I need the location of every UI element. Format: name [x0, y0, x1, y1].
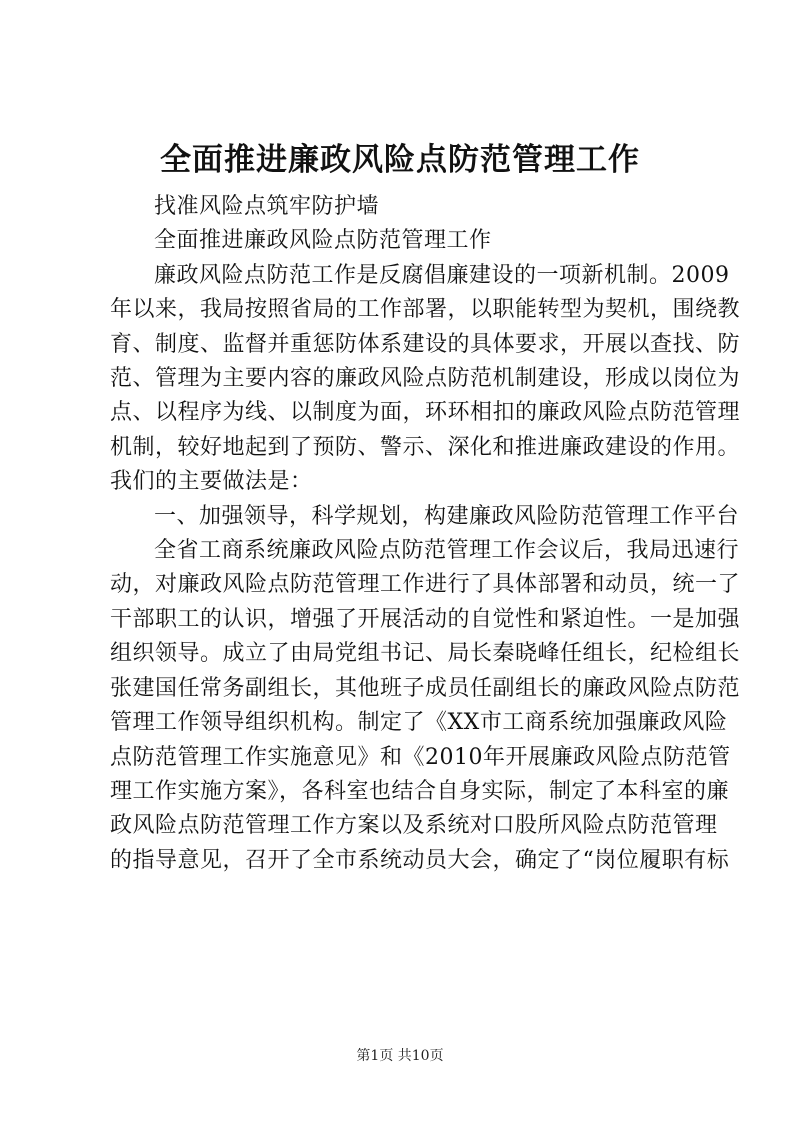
page-number-footer: 第1页 共10页: [356, 1048, 444, 1064]
document-title: 全面推进廉政风险点防范管理工作: [160, 142, 640, 178]
subtitle-line: 全面推进廉政风险点防范管理工作: [154, 228, 492, 254]
paragraph-line: 我们的主要做法是：: [110, 469, 313, 495]
paragraph-line: 政风险点防范管理工作方案以及系统对口股所风险点防范管理: [110, 813, 718, 839]
document-body: [110, 190, 741, 878]
subtitle-line: 找准风险点筑牢防护墙: [154, 194, 380, 219]
paragraph-line: 范、管理为主要内容的廉政风险点防范机制建设，形成以岗位为: [110, 366, 741, 392]
paragraph-line: 动，对廉政风险点防范管理工作进行了具体部署和动员，统一了: [110, 572, 741, 598]
paragraph-line: 的指导意见，召开了全市系统动员大会，确定了“岗位履职有标: [110, 847, 730, 873]
paragraph-line: 廉政风险点防范工作是反腐倡廉建设的一项新机制。2009: [154, 262, 730, 288]
paragraph-line: 理工作实施方案》，各科室也结合自身实际，制定了本科室的廉: [110, 778, 730, 804]
paragraph-line: 张建国任常务副组长，其他班子成员任副组长的廉政风险点防范: [110, 675, 741, 701]
paragraph-line: 点防范管理工作实施意见》和《2010年开展廉政风险点防范管: [110, 744, 731, 770]
paragraph-line: 组织领导。成立了由局党组书记、局长秦晓峰任组长，纪检组长: [110, 641, 741, 667]
paragraph-line: 机制，较好地起到了预防、警示、深化和推进廉政建设的作用。: [110, 434, 741, 460]
paragraph-line: 育、制度、监督并重惩防体系建设的具体要求，开展以查找、防: [110, 331, 741, 357]
paragraph-line: 年以来，我局按照省局的工作部署，以职能转型为契机，围绕教: [110, 297, 741, 323]
section-heading: 一、加强领导，科学规划，构建廉政风险防范管理工作平台: [154, 503, 740, 529]
paragraph-line: 点、以程序为线、以制度为面，环环相扣的廉政风险点防范管理: [110, 400, 741, 426]
paragraph-line: 管理工作领导组织机构。制定了《XX市工商系统加强廉政风险: [110, 710, 728, 736]
paragraph-line: 干部职工的认识，增强了开展活动的自觉性和紧迫性。一是加强: [110, 606, 741, 632]
paragraph-line: 全省工商系统廉政风险点防范管理工作会议后，我局迅速行: [154, 538, 740, 564]
